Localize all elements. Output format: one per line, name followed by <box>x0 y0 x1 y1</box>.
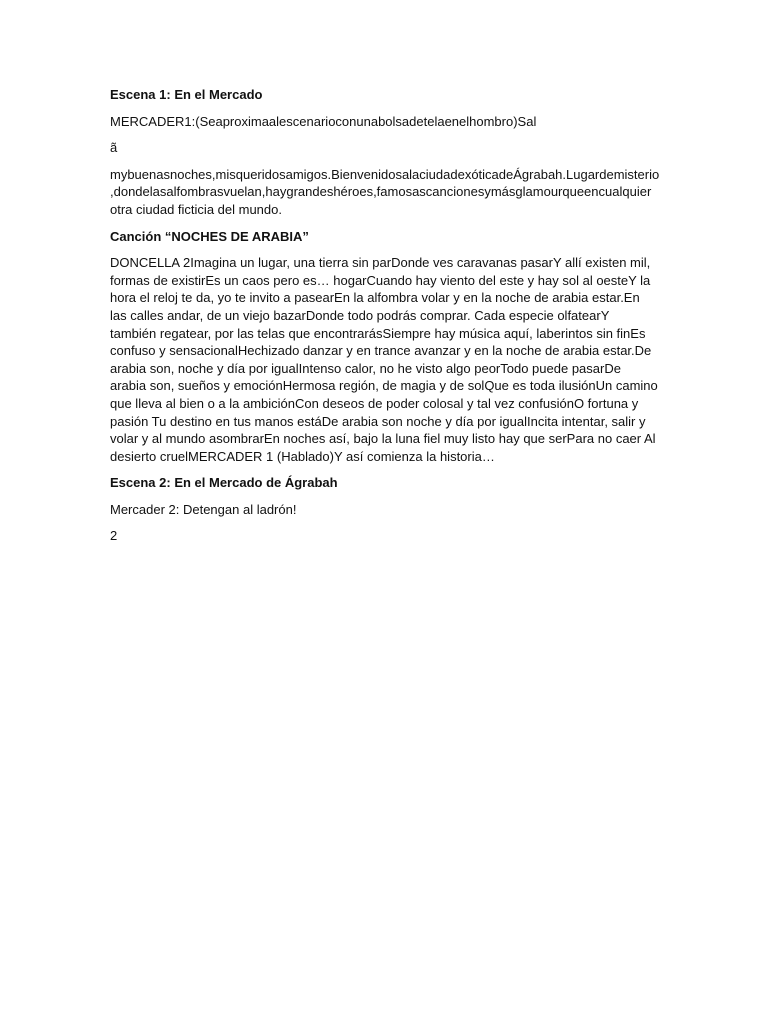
stage-direction: MERCADER1:(Seaproximaalescenarioconunabolsadetelaenelhombro)Sal <box>110 113 537 129</box>
song-lyrics: DONCELLA 2Imagina un lugar, una tierra sin parDonde ves caravanas pasarY allí existen mil, formas de existirEs un caos pero es… hogarCuando hay viento del este y hay sol al oesteY la hora el reloj te da, yo te invito a pasearEn la alfombra volar y en la noche de arabia estar.En las calles andar, de un viejo bazarDonde todo podrás comprar. Cada especie olfatearY también regatear, por las telas que encontrarásSiempre hay música aquí, laberintos sin finEs confuso y sensacionalHechizado danzar y en trance avanzar y en la noche de arabia estar.De arabia son, noche y día por igualIntenso calor, no he visto algo peorTodo puede pasarDe arabia son, sueños y emociónHermosa región, de magia y de solQue es toda ilusiónUn camino que lleva al bien o a la ambiciónCon deseos de poder colosal y tal vez confusiónO fortuna y pasión Tu destino en tus manos estáDe arabia son noche y día por igualIncita intentar, salir y volar y al mundo asombrarEn noches así, bajo la luna fiel muy listo hay que serPara no caer Al desierto cruelMERCADER 1 (Hablado)Y así comienza la historia… <box>110 255 658 464</box>
merchant-2-line: Mercader 2: Detengan al ladrón! <box>110 501 297 517</box>
stray-character: ã <box>110 140 118 156</box>
page-number: 2 <box>110 528 118 544</box>
merchant-speech: mybuenasnoches,misqueridosamigos.BienvenidosalaciudadexóticadeÁgrabah.Lugardemisterio ,dondelasalfombrasvuelan,haygrandeshéroes,famosascancionesymásglamourqueencualquier otra ciudad ficticia del mundo. <box>110 166 660 217</box>
document-page <box>110 86 658 545</box>
scene-1-heading: Escena 1: En el Mercado <box>110 87 263 102</box>
scene-2-heading: Escena 2: En el Mercado de Ágrabah <box>110 475 338 491</box>
song-heading: Canción “NOCHES DE ARABIA” <box>110 228 309 244</box>
